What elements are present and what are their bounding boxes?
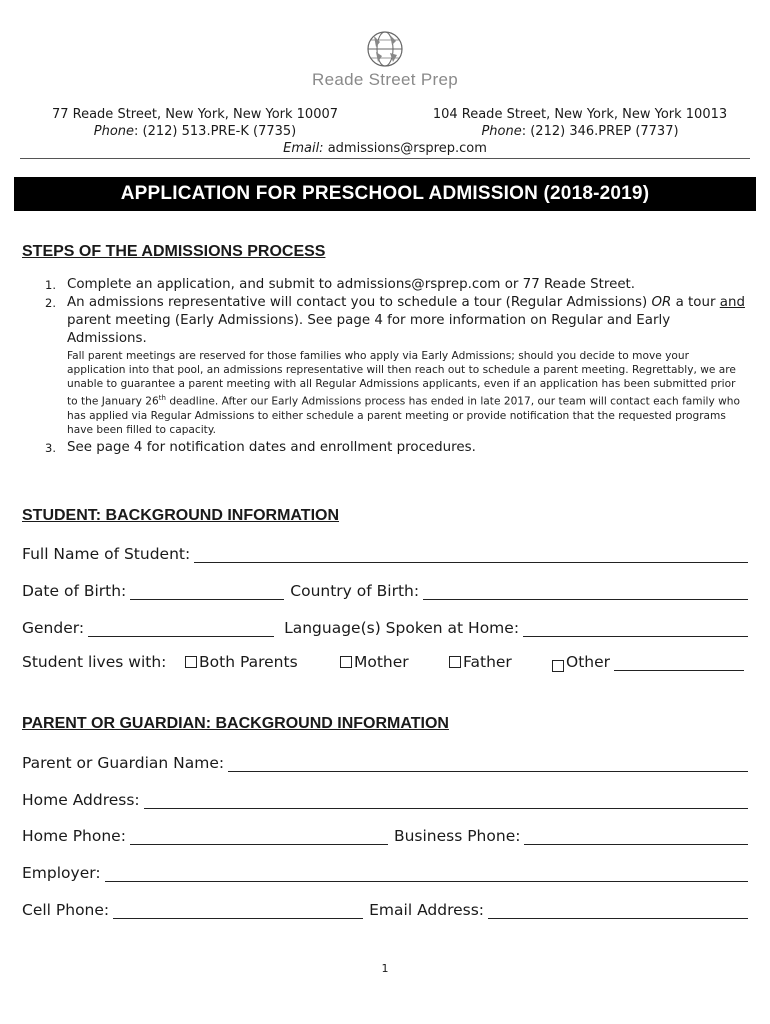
steps-heading: STEPS OF THE ADMISSIONS PROCESS — [22, 243, 326, 260]
address-left-phone: Phone: (212) 513.PRE-K (7735) — [93, 124, 297, 139]
guardian-name-field[interactable] — [228, 757, 748, 772]
address-right-phone: Phone: (212) 346.PREP (7737) — [481, 124, 679, 139]
address-left — [30, 106, 360, 140]
cell-phone-field[interactable] — [113, 904, 363, 919]
languages-field[interactable] — [523, 622, 748, 637]
home-phone-label: Home Phone: — [22, 827, 126, 845]
checkbox-icon[interactable] — [449, 656, 461, 668]
globe-icon — [366, 30, 404, 68]
email-line: Email: admissions@rsprep.com — [283, 141, 487, 156]
phone-row — [22, 825, 748, 845]
page-title: APPLICATION FOR PRESCHOOL ADMISSION (2018-2019) — [14, 177, 756, 211]
parent-heading: PARENT OR GUARDIAN: BACKGROUND INFORMATION — [22, 715, 449, 732]
languages-label: Language(s) Spoken at Home: — [284, 619, 520, 637]
page-number: 1 — [381, 962, 389, 975]
student-name-row — [22, 543, 748, 563]
option-both-parents[interactable]: Both Parents — [185, 653, 298, 671]
list-item: 1. Complete an application, and submit to admissions@rsprep.com or 77 Reade Street. — [45, 277, 636, 292]
cell-phone-label: Cell Phone: — [22, 901, 110, 919]
address-left-street: 77 Reade Street, New York, New York 10007 — [51, 107, 339, 122]
employer-label: Employer: — [22, 864, 101, 882]
list-item: 2. An admissions representative will contact you to schedule a tour (Regular Admissions) OR a tour and parent meeting (Early Admissions). See page 4 for more information on Regular and Early Admissions. Fall parent meetings are reserved for those families who apply via Early Admissions; should you decide to move your application into that pool, an admissions representative will then reach out to schedule a parent meeting. Regrettably, we are unable to guarantee a parent meeting with all Regular Admissions applicants, even if an application has been submitted prior to the January 26th deadline. After our Early Admissions process has ended in late 2017, our team will contact each family who has applied via Regular Admissions to either schedule a parent meeting or provide notification that the requested programs have been filled to capacity. — [45, 295, 745, 436]
home-address-field[interactable] — [144, 794, 748, 809]
home-address-row — [22, 789, 748, 809]
school-logo — [0, 30, 770, 90]
lives-with-row — [22, 653, 748, 673]
option-other[interactable]: Other — [552, 653, 744, 671]
cell-email-row — [22, 899, 748, 919]
other-field[interactable] — [614, 656, 744, 671]
option-father[interactable]: Father — [449, 653, 512, 671]
parent-meeting-note: Fall parent meetings are reserved for those families who apply via Early Admissions; should you decide to move your application into that pool, an admissions representative will then reach out to schedule a parent meeting. Regrettably, we are unable to guarantee a parent meeting with all Regular Admissions applicants, even if an application has been submitted prior to the January 26th deadline. After our Early Admissions process has ended in late 2017, our team will contact each family who has applied via Regular Admissions to either schedule a parent meeting or provide notification that the requested programs have been filled to capacity. — [67, 350, 741, 436]
checkbox-icon[interactable] — [340, 656, 352, 668]
student-heading: STUDENT: BACKGROUND INFORMATION — [22, 507, 340, 524]
steps-list — [45, 276, 745, 457]
dob-label: Date of Birth: — [22, 582, 127, 600]
gender-field[interactable] — [88, 622, 274, 637]
checkbox-icon[interactable] — [185, 656, 197, 668]
gender-label: Gender: — [22, 619, 85, 637]
email-address-label: Email Address: — [369, 901, 485, 919]
home-address-label: Home Address: — [22, 791, 140, 809]
checkbox-icon[interactable] — [552, 660, 564, 672]
email-address-field[interactable] — [488, 904, 748, 919]
birth-row — [22, 580, 748, 600]
header-divider — [20, 158, 750, 159]
country-field[interactable] — [423, 585, 748, 600]
student-name-label: Full Name of Student: — [22, 545, 191, 563]
address-right — [410, 106, 750, 140]
home-phone-field[interactable] — [130, 830, 388, 845]
employer-row — [22, 862, 748, 882]
country-label: Country of Birth: — [290, 582, 420, 600]
list-item: 3. See page 4 for notification dates and enrollment procedures. — [45, 439, 476, 455]
gender-row — [22, 617, 748, 637]
guardian-name-label: Parent or Guardian Name: — [22, 754, 225, 772]
employer-field[interactable] — [105, 867, 748, 882]
business-phone-label: Business Phone: — [393, 827, 521, 845]
student-name-field[interactable] — [194, 548, 748, 563]
school-name: Reade Street Prep — [312, 70, 458, 89]
option-mother[interactable]: Mother — [340, 653, 409, 671]
business-phone-field[interactable] — [524, 830, 748, 845]
guardian-name-row — [22, 752, 748, 772]
lives-with-label: Student lives with: — [22, 653, 167, 671]
dob-field[interactable] — [130, 585, 284, 600]
address-right-street: 104 Reade Street, New York, New York 10013 — [432, 107, 728, 122]
